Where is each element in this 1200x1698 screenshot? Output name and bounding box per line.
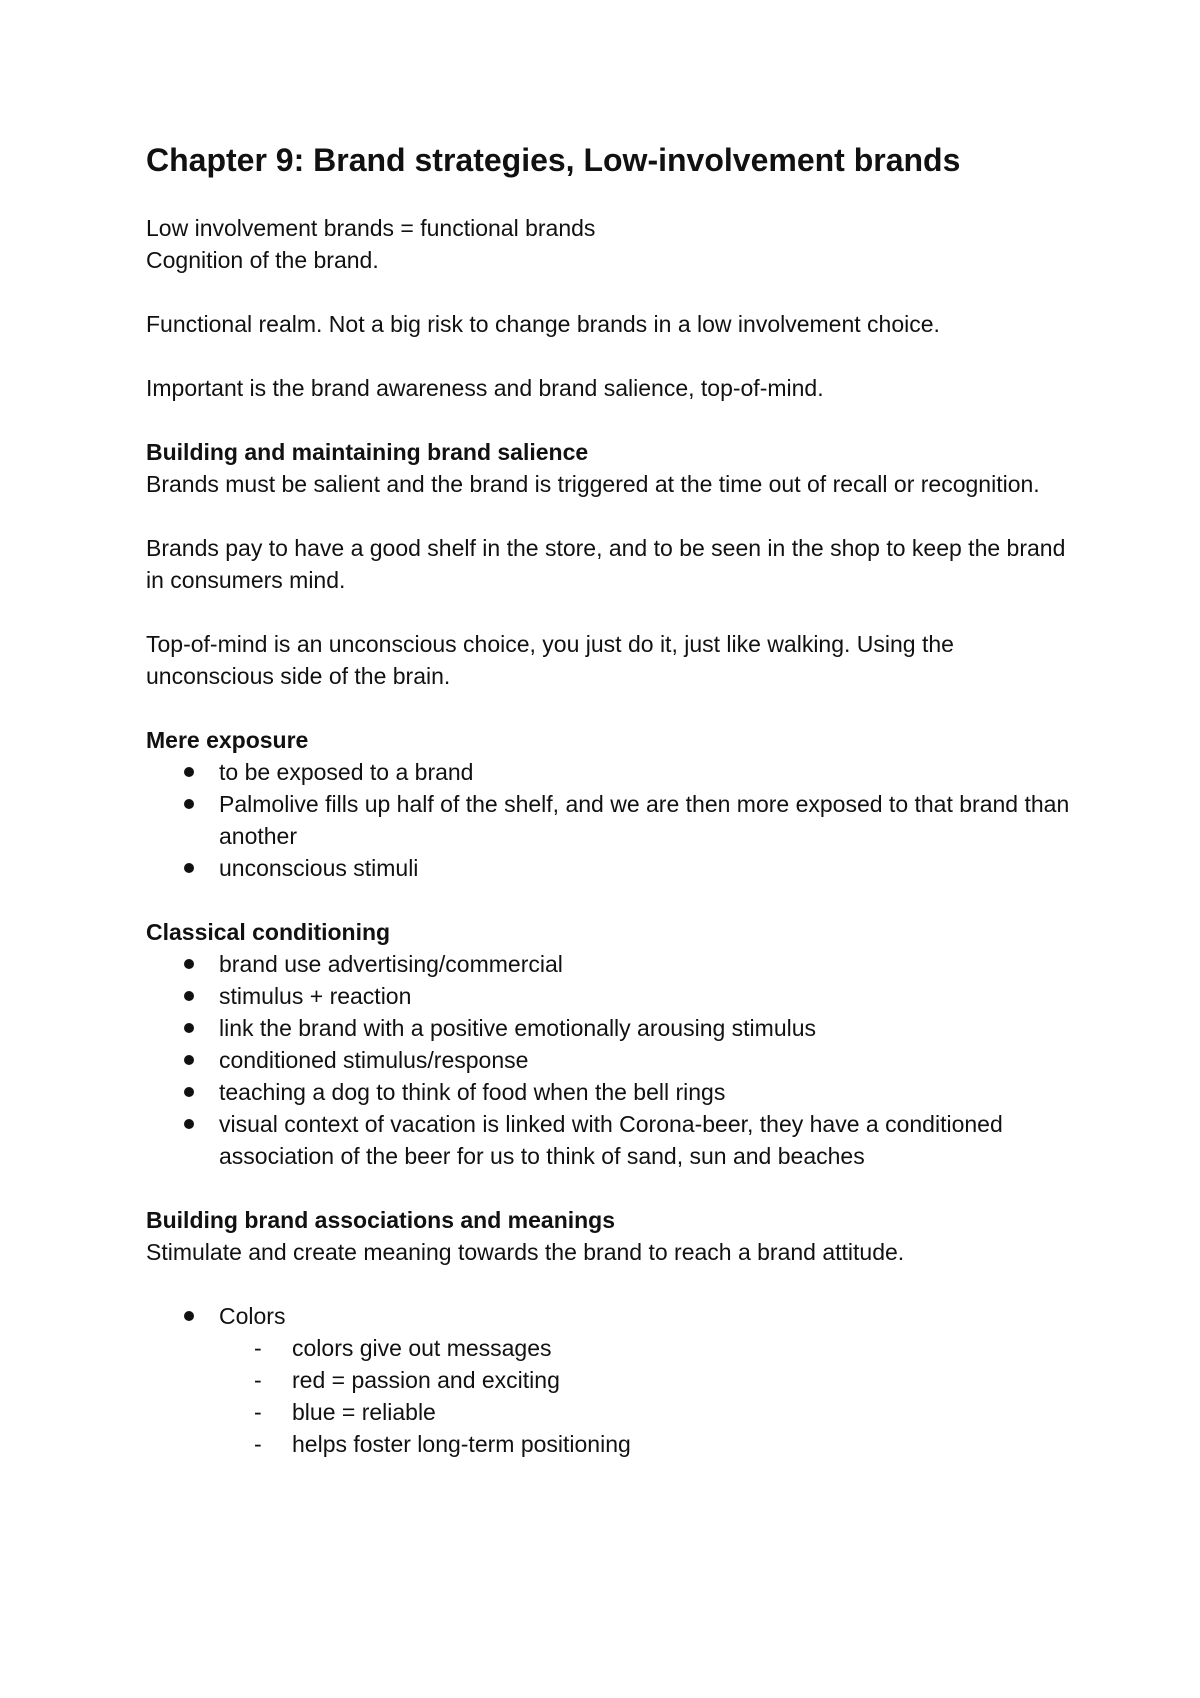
page-title: Chapter 9: Brand strategies, Low-involvement brands <box>146 142 961 178</box>
colors-sublist <box>146 1332 1076 1460</box>
associations-heading: Building brand associations and meanings <box>146 1207 616 1233</box>
list-item: visual context of vacation is linked with Corona-beer, they have a conditioned association of the beer for us to think of sand, sun and beaches <box>146 1108 1076 1172</box>
classical-conditioning-list <box>146 948 1076 1172</box>
list-item: Palmolive fills up half of the shelf, and we are then more exposed to that brand than another <box>146 788 1076 852</box>
salience-paragraph-2: Brands pay to have a good shelf in the store, and to be seen in the shop to keep the brand in consumers mind. <box>146 535 1066 593</box>
mere-exposure-list <box>146 756 1076 884</box>
list-item: teaching a dog to think of food when the bell rings <box>146 1076 1076 1108</box>
dash-marker: - <box>254 1335 262 1361</box>
salience-heading: Building and maintaining brand salience <box>146 439 589 465</box>
sub-list-item: - colors give out messages <box>146 1332 1076 1364</box>
bullet-icon <box>184 863 194 873</box>
dash-marker: - <box>254 1431 262 1457</box>
salience-paragraph-1: Brands must be salient and the brand is triggered at the time out of recall or recognition. <box>146 471 1040 497</box>
list-item: to be exposed to a brand <box>146 756 1076 788</box>
bullet-icon <box>184 1119 194 1129</box>
list-item: unconscious stimuli <box>146 852 1076 884</box>
bullet-icon <box>184 991 194 1001</box>
bullet-icon <box>184 1023 194 1033</box>
sub-list-item: - red = passion and exciting <box>146 1364 1076 1396</box>
intro-line-2: Cognition of the brand. <box>146 247 379 273</box>
dash-marker: - <box>254 1399 262 1425</box>
bullet-icon <box>184 1311 194 1321</box>
bullet-icon <box>184 767 194 777</box>
bullet-icon <box>184 1055 194 1065</box>
list-item: conditioned stimulus/response <box>146 1044 1076 1076</box>
associations-list <box>146 1300 1076 1332</box>
dash-marker: - <box>254 1367 262 1393</box>
document-page <box>146 140 1076 1460</box>
mere-exposure-heading: Mere exposure <box>146 727 309 753</box>
list-item: link the brand with a positive emotionally arousing stimulus <box>146 1012 1076 1044</box>
associations-paragraph: Stimulate and create meaning towards the brand to reach a brand attitude. <box>146 1239 905 1265</box>
sub-list-item: - blue = reliable <box>146 1396 1076 1428</box>
list-item: stimulus + reaction <box>146 980 1076 1012</box>
sub-list-item: - helps foster long-term positioning <box>146 1428 1076 1460</box>
bullet-icon <box>184 959 194 969</box>
salience-paragraph-3: Top-of-mind is an unconscious choice, you just do it, just like walking. Using the unconscious side of the brain. <box>146 631 954 689</box>
classical-conditioning-heading: Classical conditioning <box>146 919 391 945</box>
list-item: Colors <box>146 1300 1076 1332</box>
important-paragraph: Important is the brand awareness and brand salience, top-of-mind. <box>146 375 824 401</box>
intro-line-1: Low involvement brands = functional brands <box>146 215 596 241</box>
bullet-icon <box>184 1087 194 1097</box>
list-item: brand use advertising/commercial <box>146 948 1076 980</box>
bullet-icon <box>184 799 194 809</box>
functional-paragraph: Functional realm. Not a big risk to change brands in a low involvement choice. <box>146 311 940 337</box>
